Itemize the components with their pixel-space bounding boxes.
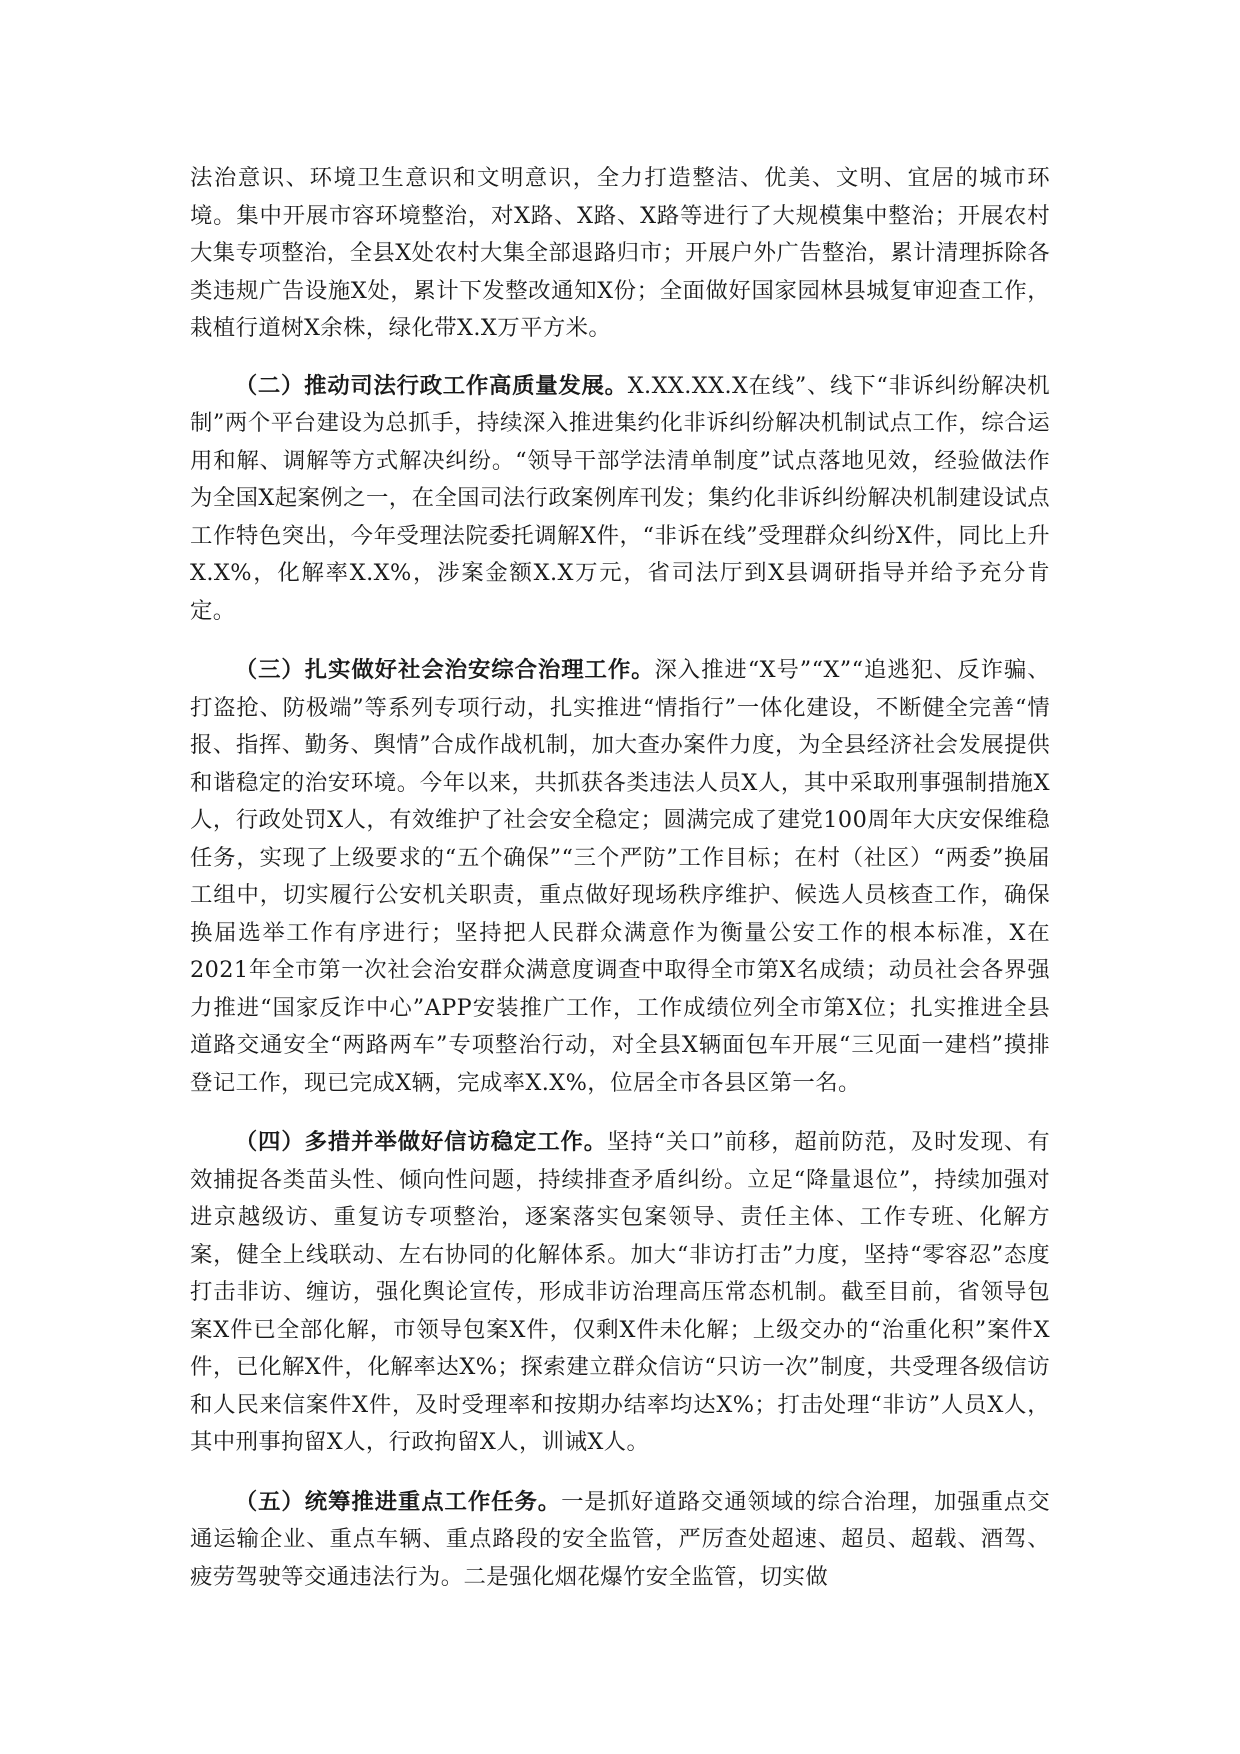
section-heading-5: （五）统筹推进重点工作任务。	[234, 1488, 562, 1515]
paragraph-5-body: 一是抓好道路交通领域的综合治理，加强重点交通运输企业、重点车辆、重点路段的安全监管，严厉查处超速、超员、超载、酒驾、疲劳驾驶等交通违法行为。二是强化烟花爆竹安全监管，切实做	[190, 1488, 1050, 1590]
paragraph-1-body: 法治意识、环境卫生意识和文明意识，全力打造整洁、优美、文明、宜居的城市环境。集中开展市容环境整治，对X路、X路、X路等进行了大规模集中整治；开展农村大集专项整治，全县X处农村大集全部退路归市；开展户外广告整治，累计清理拆除各类违规广告设施X处，累计下发整改通知X份；全面做好国家园林县城复审迎查工作，栽植行道树X余株，绿化带X.X万平方米。	[190, 165, 1050, 341]
paragraph-3-body: 深入推进“X号”“X”“追逃犯、反诈骗、打盗抢、防极端”等系列专项行动，扎实推进“情指行”一体化建设，不断健全完善“情报、指挥、勤务、舆情”合成作战机制，加大查办案件力度，为全县经济社会发展提供和谐稳定的治安环境。今年以来，共抓获各类违法人员X人，其中采取刑事强制措施X人，行政处罚X人，有效维护了社会安全稳定；圆满完成了建党100周年大庆安保维稳任务，实现了上级要求的“五个确保”“三个严防”工作目标；在村（社区）“两委”换届工组中，切实履行公安机关职责，重点做好现场秩序维护、候选人员核查工作，确保换届选举工作有序进行；坚持把人民群众满意作为衡量公安工作的根本标准，X在2021年全市第一次社会治安群众满意度调查中取得全市第X名成绩；动员社会各界强力推进“国家反诈中心”APP安装推广工作，工作成绩位列全市第X位；扎实推进全县道路交通安全“两路两车”专项整治行动，对全县X辆面包车开展“三见面一建档”摸排登记工作，现已完成X辆，完成率X.X%，位居全市各县区第一名。	[190, 657, 1050, 1096]
paragraph-2	[190, 368, 1050, 631]
paragraph-1	[190, 160, 1050, 348]
document-page	[190, 160, 1050, 1618]
paragraph-3	[190, 652, 1050, 1102]
paragraph-2-body: X.XX.XX.X在线”、线下“非诉纠纷解决机制”两个平台建设为总抓手，持续深入推进集约化非诉纠纷解决机制试点工作，综合运用和解、调解等方式解决纠纷。“领导干部学法清单制度”试点落地见效，经验做法作为全国X起案例之一，在全国司法行政案例库刊发；集约化非诉纠纷解决机制建设试点工作特色突出，今年受理法院委托调解X件，“非诉在线”受理群众纠纷X件，同比上升X.X%，化解率X.X%，涉案金额X.X万元，省司法厅到X县调研指导并给予充分肯定。	[190, 372, 1050, 624]
section-heading-2: （二）推动司法行政工作高质量发展。	[234, 372, 628, 399]
paragraph-4	[190, 1124, 1050, 1462]
section-heading-3: （三）扎实做好社会治安综合治理工作。	[234, 657, 655, 683]
paragraph-5	[190, 1484, 1050, 1597]
paragraph-4-body: 坚持“关口”前移，超前防范，及时发现、有效捕捉各类苗头性、倾向性问题，持续排查矛盾纠纷。立足“降量退位”，持续加强对进京越级访、重复访专项整治，逐案落实包案领导、责任主体、工作专班、化解方案，健全上线联动、左右协同的化解体系。加大“非访打击”力度，坚持“零容忍”态度打击非访、缠访，强化舆论宣传，形成非访治理高压常态机制。截至目前，省领导包案X件已全部化解，市领导包案X件，仅剩X件未化解；上级交办的“治重化积”案件X件，已化解X件，化解率达X%；探索建立群众信访“只访一次”制度，共受理各级信访和人民来信案件X件，及时受理率和按期办结率均达X%；打击处理“非访”人员X人，其中刑事拘留X人，行政拘留X人，训诫X人。	[190, 1129, 1050, 1455]
section-heading-4: （四）多措并举做好信访稳定工作。	[234, 1129, 608, 1155]
